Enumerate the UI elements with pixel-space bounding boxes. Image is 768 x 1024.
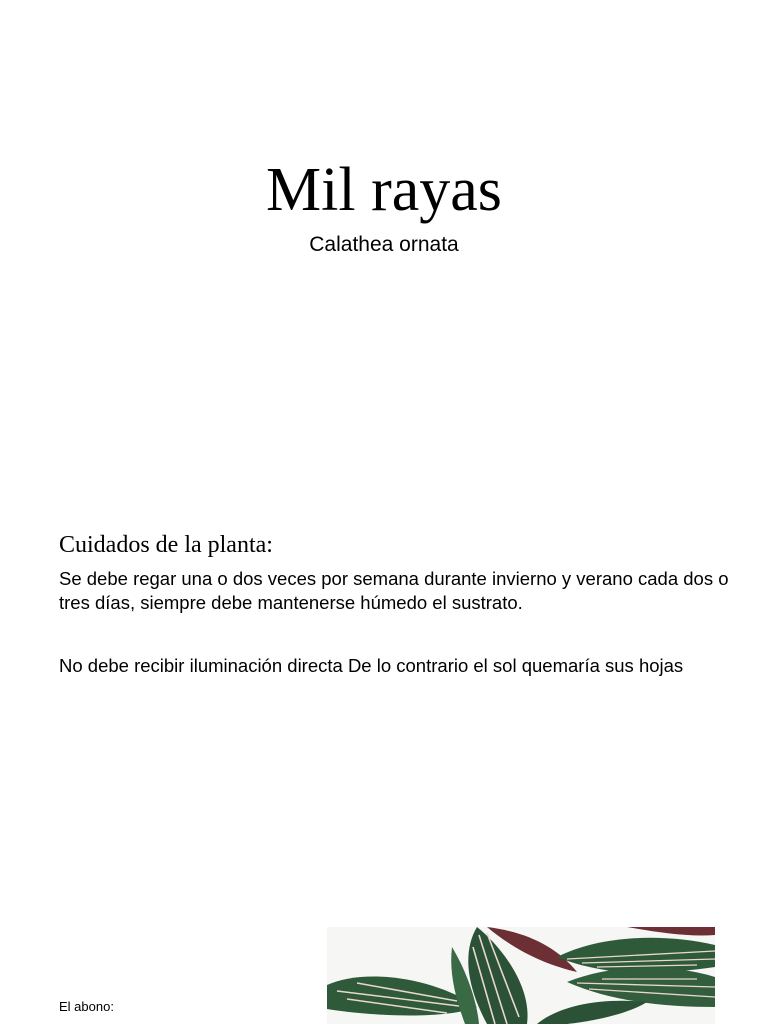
plant-photo bbox=[327, 927, 715, 1024]
fertilizer-label: El abono: bbox=[59, 999, 114, 1014]
page-title: Mil rayas bbox=[266, 156, 502, 224]
calathea-plant-icon bbox=[327, 927, 715, 1024]
care-heading: Cuidados de la planta: bbox=[59, 532, 273, 558]
watering-paragraph: Se debe regar una o dos veces por semana durante invierno y verano cada dos o tres días, siempre debe mantenerse húmedo el sustrato. bbox=[59, 568, 729, 613]
leaf-lower-right bbox=[537, 1001, 647, 1024]
leaf-right-middle bbox=[567, 967, 715, 1007]
lighting-paragraph: No debe recibir iluminación directa De lo contrario el sol quemaría sus hojas bbox=[59, 655, 684, 676]
page-subtitle: Calathea ornata bbox=[309, 233, 459, 256]
